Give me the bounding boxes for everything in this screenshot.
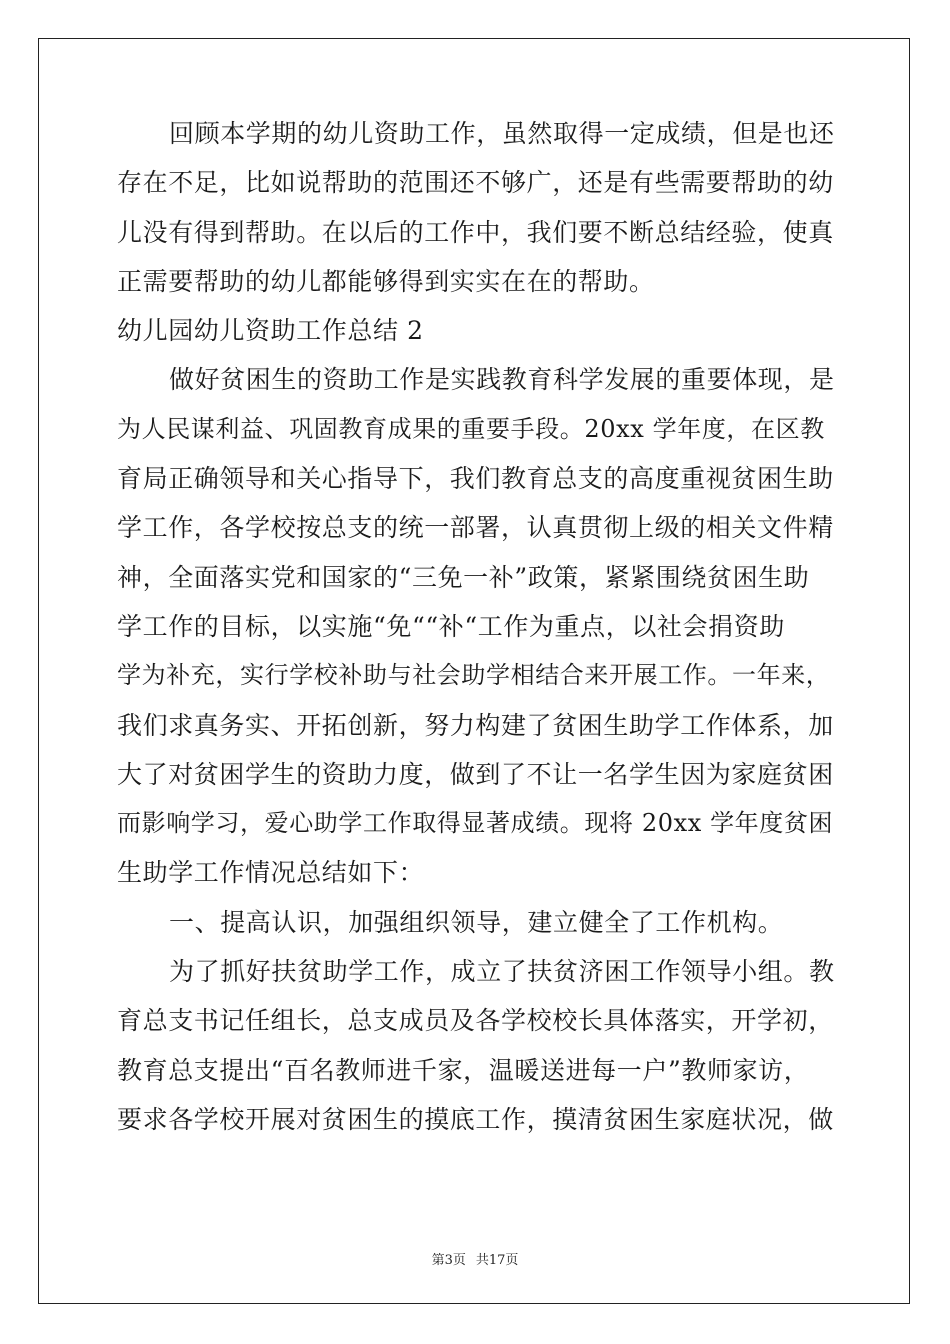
text-line: 育局正确领导和关心指导下，我们教育总支的高度重视贫困生助 bbox=[117, 464, 834, 494]
document-body bbox=[117, 109, 837, 1144]
text-line: 学工作的目标，以实施“免““补“工作为重点，以社会捐资助 bbox=[117, 611, 785, 641]
text-line: 而影响学习，爱心助学工作取得显著成绩。现将 20xx 学年度贫困 bbox=[117, 809, 834, 838]
text-line: 要求各学校开展对贫困生的摸底工作，摸清贫困生家庭状况，做 bbox=[117, 1104, 834, 1134]
text-line: 为了抓好扶贫助学工作，成立了扶贫济困工作领导小组。教 bbox=[169, 957, 835, 987]
text-line: 正需要帮助的幼儿都能够得到实实在在的帮助。 bbox=[117, 266, 655, 296]
text-line: 我们求真务实、开拓创新，努力构建了贫困生助学工作体系，加 bbox=[117, 710, 834, 740]
text-line: 大了对贫困学生的资助力度，做到了不让一名学生因为家庭贫困 bbox=[117, 759, 834, 789]
text-line: 为人民谋利益、巩固教育成果的重要手段。20xx 学年度，在区教 bbox=[117, 414, 825, 443]
text-line: 存在不足，比如说帮助的范围还不够广，还是有些需要帮助的幼 bbox=[117, 168, 834, 198]
text-line: 育总支书记任组长，总支成员及各学校校长具体落实，开学初， bbox=[117, 1006, 834, 1036]
page-number: 第3页 bbox=[431, 1253, 466, 1268]
section-heading: 幼儿园幼儿资助工作总结 2 bbox=[117, 316, 424, 346]
text-line: 神，全面落实党和国家的“三免一补”政策，紧紧围绕贫困生助 bbox=[117, 562, 810, 592]
subsection-heading: 一、提高认识，加强组织领导，建立健全了工作机构。 bbox=[169, 907, 784, 937]
text-line: 儿没有得到帮助。在以后的工作中，我们要不断总结经验，使真 bbox=[117, 217, 834, 247]
text-line: 学工作，各学校按总支的统一部署，认真贯彻上级的相关文件精 bbox=[117, 513, 834, 543]
text-line: 做好贫困生的资助工作是实践教育科学发展的重要体现，是 bbox=[169, 365, 835, 395]
text-line: 学为补充，实行学校补助与社会助学相结合来开展工作。一年来， bbox=[117, 661, 831, 690]
text-line: 生助学工作情况总结如下： bbox=[117, 858, 425, 888]
page-total: 共17页 bbox=[475, 1253, 519, 1268]
page-footer bbox=[0, 1249, 950, 1268]
text-line: 回顾本学期的幼儿资助工作，虽然取得一定成绩，但是也还 bbox=[169, 119, 835, 148]
text-line: 教育总支提出“百名教师进千家，温暖送进每一户”教师家访， bbox=[117, 1055, 810, 1085]
